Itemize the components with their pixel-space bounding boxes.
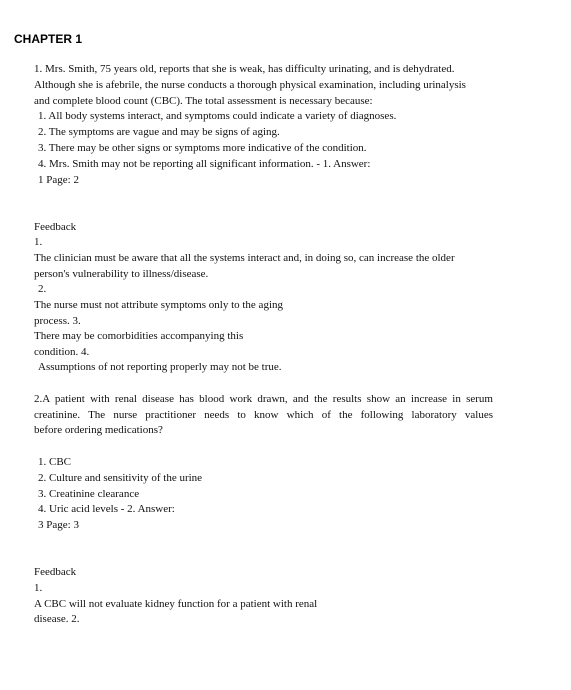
q2-option: 2. Culture and sensitivity of the urine	[38, 472, 203, 484]
q1-option: 2. The symptoms are vague and may be signs of aging.	[38, 126, 280, 138]
q2-feedback-line: A CBC will not evaluate kidney function for a patient with renal	[34, 598, 318, 610]
q2-feedback-line: disease. 2.	[34, 613, 80, 625]
q2-option: 1. CBC	[38, 456, 72, 468]
q1-feedback-line: Assumptions of not reporting properly may not be true.	[38, 361, 282, 373]
q1-option: 4. Mrs. Smith may not be reporting all significant information. - 1. Answer:	[38, 158, 371, 170]
q1-feedback-line: There may be comorbidities accompanying this	[34, 330, 244, 342]
q1-stem-line: Although she is afebrile, the nurse conducts a thorough physical examination, including urinalysis	[34, 79, 466, 91]
q2-feedback-line: 1.	[34, 582, 43, 594]
q1-feedback-line: The clinician must be aware that all the systems interact and, in doing so, can increase the older	[34, 252, 455, 264]
q2-option: 4. Uric acid levels - 2. Answer:	[38, 503, 175, 515]
chapter-heading: CHAPTER 1	[14, 32, 83, 46]
q1-option: 1. All body systems interact, and symptoms could indicate a variety of diagnoses.	[38, 110, 397, 122]
q1-option: 3. There may be other signs or symptoms more indicative of the condition.	[38, 142, 367, 154]
q2-feedback-title: Feedback	[34, 566, 77, 578]
q1-page-ref: 1 Page: 2	[38, 174, 79, 186]
q1-stem-line: and complete blood count (CBC). The total assessment is necessary because:	[34, 95, 373, 107]
q1-feedback-line: 2.	[38, 283, 47, 295]
q1-feedback-line: person's vulnerability to illness/disease.	[34, 268, 209, 280]
q1-feedback-line: condition. 4.	[34, 346, 90, 358]
q1-feedback-line: 1.	[34, 236, 43, 248]
q2-option: 3. Creatinine clearance	[38, 488, 140, 500]
q2-stem-line: before ordering medications?	[34, 424, 163, 436]
q1-stem-line: 1. Mrs. Smith, 75 years old, reports that she is weak, has difficulty urinating, and is dehydrated.	[34, 63, 455, 75]
q2-stem-line: creatinine. The nurse practitioner needs to know which of the following laboratory values	[34, 409, 493, 421]
q2-stem-line: 2.A patient with renal disease has blood work drawn, and the results show an increase in serum	[34, 393, 493, 405]
q1-feedback-title: Feedback	[34, 221, 77, 233]
q2-page-ref: 3 Page: 3	[38, 519, 79, 531]
q1-feedback-line: The nurse must not attribute symptoms only to the aging	[34, 299, 283, 311]
q1-feedback-line: process. 3.	[34, 315, 81, 327]
